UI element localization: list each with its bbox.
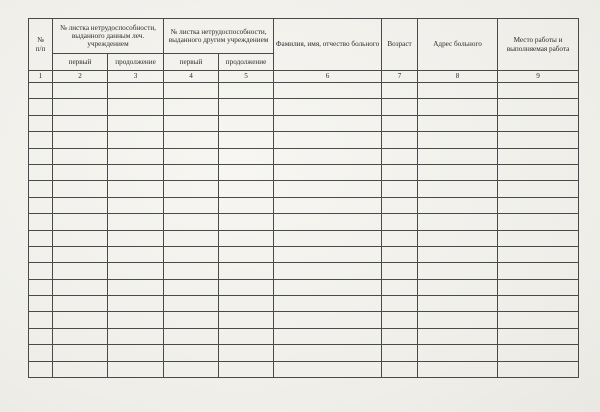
table-cell[interactable] [498,132,579,148]
table-cell[interactable] [274,197,382,213]
table-cell[interactable] [382,279,418,295]
table-cell[interactable] [274,115,382,131]
table-cell[interactable] [219,115,274,131]
table-cell[interactable] [498,181,579,197]
table-cell[interactable] [164,115,219,131]
table-cell[interactable] [29,246,53,262]
table-row [29,181,579,197]
table-cell[interactable] [219,197,274,213]
table-cell[interactable] [53,312,108,328]
header-workplace-label: Место работы и выполняемая работа [506,36,570,53]
table-cell[interactable] [53,214,108,230]
header-address [418,19,498,71]
table-cell[interactable] [219,99,274,115]
table-cell[interactable] [498,345,579,361]
table-cell[interactable] [108,312,164,328]
table-cell[interactable] [498,214,579,230]
table-cell[interactable] [108,197,164,213]
table-cell[interactable] [29,197,53,213]
table-row [29,132,579,148]
table-cell[interactable] [274,296,382,312]
table-cell[interactable] [53,181,108,197]
table-cell[interactable] [53,230,108,246]
table-cell[interactable] [53,197,108,213]
table-cell[interactable] [498,328,579,344]
table-cell[interactable] [498,148,579,164]
table-row [29,328,579,344]
table-cell[interactable] [219,263,274,279]
table-cell[interactable] [108,279,164,295]
table-cell[interactable] [274,83,382,99]
table-cell[interactable] [418,263,498,279]
column-number: 2 [53,71,108,83]
table-cell[interactable] [498,263,579,279]
table-cell[interactable] [53,246,108,262]
table-cell[interactable] [164,214,219,230]
header-full-name [274,19,382,71]
table-cell[interactable] [53,361,108,377]
subheader-own-continuation-label: продолжение [115,57,156,66]
subheader-own-first [53,54,108,71]
table-cell[interactable] [29,312,53,328]
table-cell[interactable] [418,279,498,295]
subheader-own-first-label: первый [68,57,92,66]
table-cell[interactable] [108,83,164,99]
table-cell[interactable] [219,164,274,180]
table-cell[interactable] [53,99,108,115]
table-cell[interactable] [29,263,53,279]
header-row [29,19,579,54]
subheader-other-continuation [219,54,274,71]
table-cell[interactable] [164,263,219,279]
table-row [29,148,579,164]
table-cell[interactable] [219,230,274,246]
table-cell[interactable] [418,197,498,213]
table-cell[interactable] [382,164,418,180]
header-workplace [498,19,579,71]
table-cell[interactable] [274,181,382,197]
sick-leave-register-table [28,18,579,378]
table-cell[interactable] [274,263,382,279]
table-cell[interactable] [382,99,418,115]
table-cell[interactable] [418,361,498,377]
table-cell[interactable] [219,181,274,197]
table-cell[interactable] [53,83,108,99]
table-cell[interactable] [29,296,53,312]
table-cell[interactable] [164,148,219,164]
table-cell[interactable] [382,263,418,279]
header-own-institution [53,19,164,54]
table-cell[interactable] [498,296,579,312]
column-number: 1 [29,71,53,83]
table-cell[interactable] [382,328,418,344]
table-cell[interactable] [498,115,579,131]
table-row [29,345,579,361]
table-cell[interactable] [274,328,382,344]
column-number: 6 [274,71,382,83]
table-cell[interactable] [274,246,382,262]
table-cell[interactable] [53,148,108,164]
table-cell[interactable] [418,181,498,197]
table-cell[interactable] [108,361,164,377]
table-cell[interactable] [53,345,108,361]
header-full-name-label: Фамилия, имя, отчество больного [275,40,380,49]
header-age [382,19,418,71]
table-cell[interactable] [498,279,579,295]
table-cell[interactable] [108,230,164,246]
table-cell[interactable] [108,345,164,361]
table-cell[interactable] [219,214,274,230]
table-cell[interactable] [108,132,164,148]
table-cell[interactable] [382,361,418,377]
table-cell[interactable] [418,345,498,361]
table-cell[interactable] [382,83,418,99]
table-row [29,164,579,180]
table-cell[interactable] [164,279,219,295]
table-cell[interactable] [164,197,219,213]
table-cell[interactable] [164,345,219,361]
table-cell[interactable] [29,83,53,99]
table-cell[interactable] [29,345,53,361]
table-cell[interactable] [274,279,382,295]
table-row [29,115,579,131]
table-row [29,197,579,213]
table-cell[interactable] [382,181,418,197]
table-cell[interactable] [274,345,382,361]
subheader-other-first-label: первый [179,57,203,66]
table-cell[interactable] [418,328,498,344]
table-cell[interactable] [382,197,418,213]
table-cell[interactable] [498,361,579,377]
table-cell[interactable] [164,164,219,180]
table-cell[interactable] [382,312,418,328]
header-age-label: Возраст [387,40,412,49]
table-cell[interactable] [164,312,219,328]
table-cell[interactable] [29,214,53,230]
table-cell[interactable] [274,230,382,246]
table-cell[interactable] [274,214,382,230]
table-cell[interactable] [53,328,108,344]
table-row [29,361,579,377]
subheader-other-continuation-label: продолжение [225,57,267,66]
table-cell[interactable] [29,115,53,131]
table-cell[interactable] [108,328,164,344]
table-cell[interactable] [164,132,219,148]
header-row-number [29,19,53,71]
column-number-row [29,71,579,83]
column-number: 4 [164,71,219,83]
table-cell[interactable] [418,148,498,164]
table-cell[interactable] [418,296,498,312]
table-row [29,246,579,262]
data-rows [29,83,579,378]
subheader-own-continuation [108,54,164,71]
subheader-other-first [164,54,219,71]
header-row-number-label: № п/п [35,36,46,53]
table-cell[interactable] [164,246,219,262]
table-cell[interactable] [382,230,418,246]
table-cell[interactable] [29,230,53,246]
table-cell[interactable] [274,148,382,164]
table-cell[interactable] [274,132,382,148]
table-cell[interactable] [498,230,579,246]
table-cell[interactable] [274,361,382,377]
column-number: 9 [498,71,579,83]
table-cell[interactable] [53,263,108,279]
table-cell[interactable] [29,361,53,377]
table-cell[interactable] [219,345,274,361]
table-cell[interactable] [164,361,219,377]
column-number: 5 [219,71,274,83]
table-cell[interactable] [274,99,382,115]
table-cell[interactable] [498,197,579,213]
table-cell[interactable] [108,115,164,131]
table-cell[interactable] [108,164,164,180]
table-cell[interactable] [418,83,498,99]
table-cell[interactable] [219,246,274,262]
table-cell[interactable] [29,181,53,197]
table-cell[interactable] [29,328,53,344]
header-address-label: Адрес больного [433,40,482,49]
table-cell[interactable] [29,132,53,148]
table-row [29,230,579,246]
column-number: 8 [418,71,498,83]
table-cell[interactable] [108,246,164,262]
table-cell[interactable] [164,328,219,344]
table-cell[interactable] [418,230,498,246]
table-row [29,83,579,99]
table-cell[interactable] [164,230,219,246]
table-cell[interactable] [274,164,382,180]
table-cell[interactable] [53,115,108,131]
table-cell[interactable] [164,83,219,99]
table-cell[interactable] [498,312,579,328]
table-cell[interactable] [219,328,274,344]
table-cell[interactable] [53,279,108,295]
table-row [29,214,579,230]
table-cell[interactable] [382,115,418,131]
table-row [29,296,579,312]
table-cell[interactable] [29,148,53,164]
table-cell[interactable] [108,296,164,312]
table-cell[interactable] [53,132,108,148]
header-other-institution-label: № листка нетрудоспособности, выданного другим учреждением [168,27,269,44]
table-cell[interactable] [219,132,274,148]
table-cell[interactable] [274,312,382,328]
table-cell[interactable] [498,164,579,180]
table-cell[interactable] [418,164,498,180]
table-cell[interactable] [29,99,53,115]
table-cell[interactable] [108,181,164,197]
table-cell[interactable] [53,296,108,312]
column-number: 7 [382,71,418,83]
table-row [29,279,579,295]
table-cell[interactable] [219,83,274,99]
table-cell[interactable] [418,99,498,115]
table-cell[interactable] [219,296,274,312]
table-row [29,99,579,115]
table-cell[interactable] [382,246,418,262]
column-number: 3 [108,71,164,83]
table-row [29,312,579,328]
table-cell[interactable] [382,214,418,230]
table-cell[interactable] [418,115,498,131]
header-own-institution-label: № листка нетрудоспособности, выданного данным леч. учреждением [60,23,156,49]
table-cell[interactable] [219,312,274,328]
table-cell[interactable] [108,99,164,115]
table-cell[interactable] [219,279,274,295]
table-cell[interactable] [219,361,274,377]
table-cell[interactable] [164,181,219,197]
table-cell[interactable] [418,214,498,230]
table-cell[interactable] [164,99,219,115]
table-cell[interactable] [53,164,108,180]
table-row [29,263,579,279]
table-cell[interactable] [498,246,579,262]
table-cell[interactable] [29,164,53,180]
table-cell[interactable] [382,345,418,361]
table-cell[interactable] [108,214,164,230]
table-cell[interactable] [108,263,164,279]
table-cell[interactable] [219,148,274,164]
table-cell[interactable] [498,83,579,99]
table-cell[interactable] [108,148,164,164]
table-cell[interactable] [382,296,418,312]
table-cell[interactable] [382,148,418,164]
table-cell[interactable] [382,132,418,148]
table-cell[interactable] [29,279,53,295]
table-cell[interactable] [498,99,579,115]
table-cell[interactable] [164,296,219,312]
table-cell[interactable] [418,312,498,328]
table-cell[interactable] [418,132,498,148]
header-other-institution [164,19,274,54]
table-cell[interactable] [418,246,498,262]
